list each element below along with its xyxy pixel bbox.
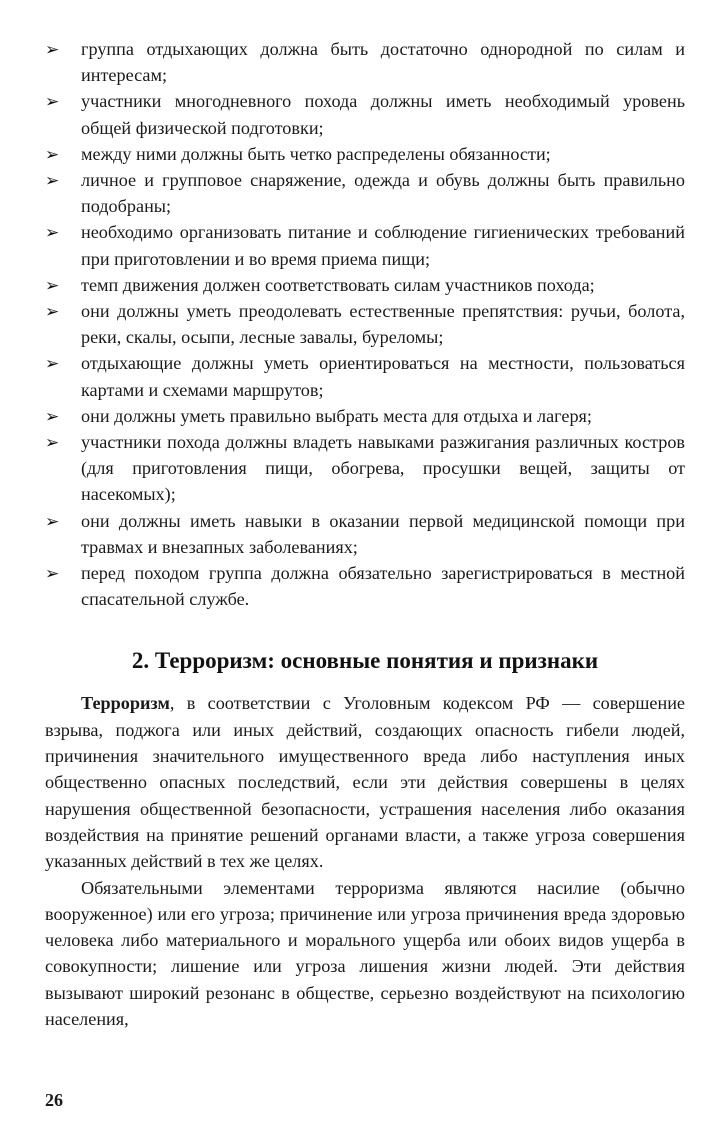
list-item [45,298,685,350]
arrowhead-bullet-icon: ➢ [45,92,60,113]
list-item [45,36,685,88]
list-item-text: группа отдыхающих должна быть достаточно однородной по силам и интересам; [81,39,685,86]
list-item [45,350,685,402]
arrowhead-bullet-icon: ➢ [45,354,60,375]
definition-paragraph [45,690,685,874]
list-item [45,219,685,271]
requirements-list [45,36,685,612]
list-item [45,403,685,429]
list-item-text: они должны иметь навыки в оказании первой медицинской помощи при травмах и внезапных заболеваниях; [81,510,685,557]
list-item [45,167,685,219]
list-item-text: участники похода должны владеть навыками разжигания различных костров (для приготовления пищи, обогрева, просушки вещей, защиты от насекомых); [81,432,685,505]
list-item [45,429,685,508]
list-item-text: темп движения должен соответствовать силам участников похода; [81,274,595,295]
arrowhead-bullet-icon: ➢ [45,275,60,296]
section-heading: 2. Терроризм: основные понятия и признаки [131,648,599,674]
arrowhead-bullet-icon: ➢ [45,40,60,60]
list-item-text: они должны уметь преодолевать естественные препятствия: ручьи, болота, реки, скалы, осыпи, лесные завалы, буреломы; [81,301,685,348]
list-item-text: необходимо организовать питание и соблюдение гигиенических требований при приготовлении и во время приема пищи; [81,222,685,269]
page-content [45,36,685,1032]
list-item [45,141,685,167]
list-item-text: отдыхающие должны уметь ориентироваться на местности, пользоваться картами и схемами маршрутов; [81,353,685,400]
list-item [45,272,685,298]
list-item-text: участники многодневного похода должны иметь необходимый уровень общей физической подготовки; [81,91,685,138]
arrowhead-bullet-icon: ➢ [45,144,60,165]
list-item-text: личное и групповое снаряжение, одежда и обувь должны быть правильно подобраны; [81,170,685,217]
defined-term: Терроризм [81,693,170,714]
arrowhead-bullet-icon: ➢ [45,223,60,244]
arrowhead-bullet-icon: ➢ [45,433,60,454]
elements-paragraph: Обязательными элементами терроризма являются насилие (обычно вооруженное) или его угроза; причинение или угроза причинения вреда здоровью человека либо материального и морального ущерба или обоих видов ущерба в совокупности; лишение или угроза лишения жизни людей. Эти действия вызывают широкий резонанс в обществе, серьезно воздействуют на психологию населения, [45,877,685,1030]
page-number: 26 [45,1090,63,1110]
list-item-text: перед походом группа должна обязательно зарегистрироваться в местной спасательной службе. [81,563,685,610]
definition-text: , в соответствии с Уголовным кодексом РФ — совершение взрыва, поджога или иных действий, создающих опасность гибели людей, причинения значительного имущественного вреда либо наступления иных общественно опасных последствий, если эти действия совершены в целях нарушения общественной безопасности, устрашения населения либо оказания воздействия на принятие решений органами власти, а также угроза совершения указанных действий в тех же целях. [45,693,685,872]
list-item [45,88,685,140]
list-item [45,508,685,560]
list-item [45,560,685,612]
arrowhead-bullet-icon: ➢ [45,511,60,532]
arrowhead-bullet-icon: ➢ [45,406,60,427]
list-item-text: они должны уметь правильно выбрать места для отдыха и лагеря; [81,405,592,426]
list-item-text: между ними должны быть четко распределены обязанности; [81,143,551,164]
arrowhead-bullet-icon: ➢ [45,302,60,323]
arrowhead-bullet-icon: ➢ [45,171,60,192]
arrowhead-bullet-icon: ➢ [45,564,60,585]
